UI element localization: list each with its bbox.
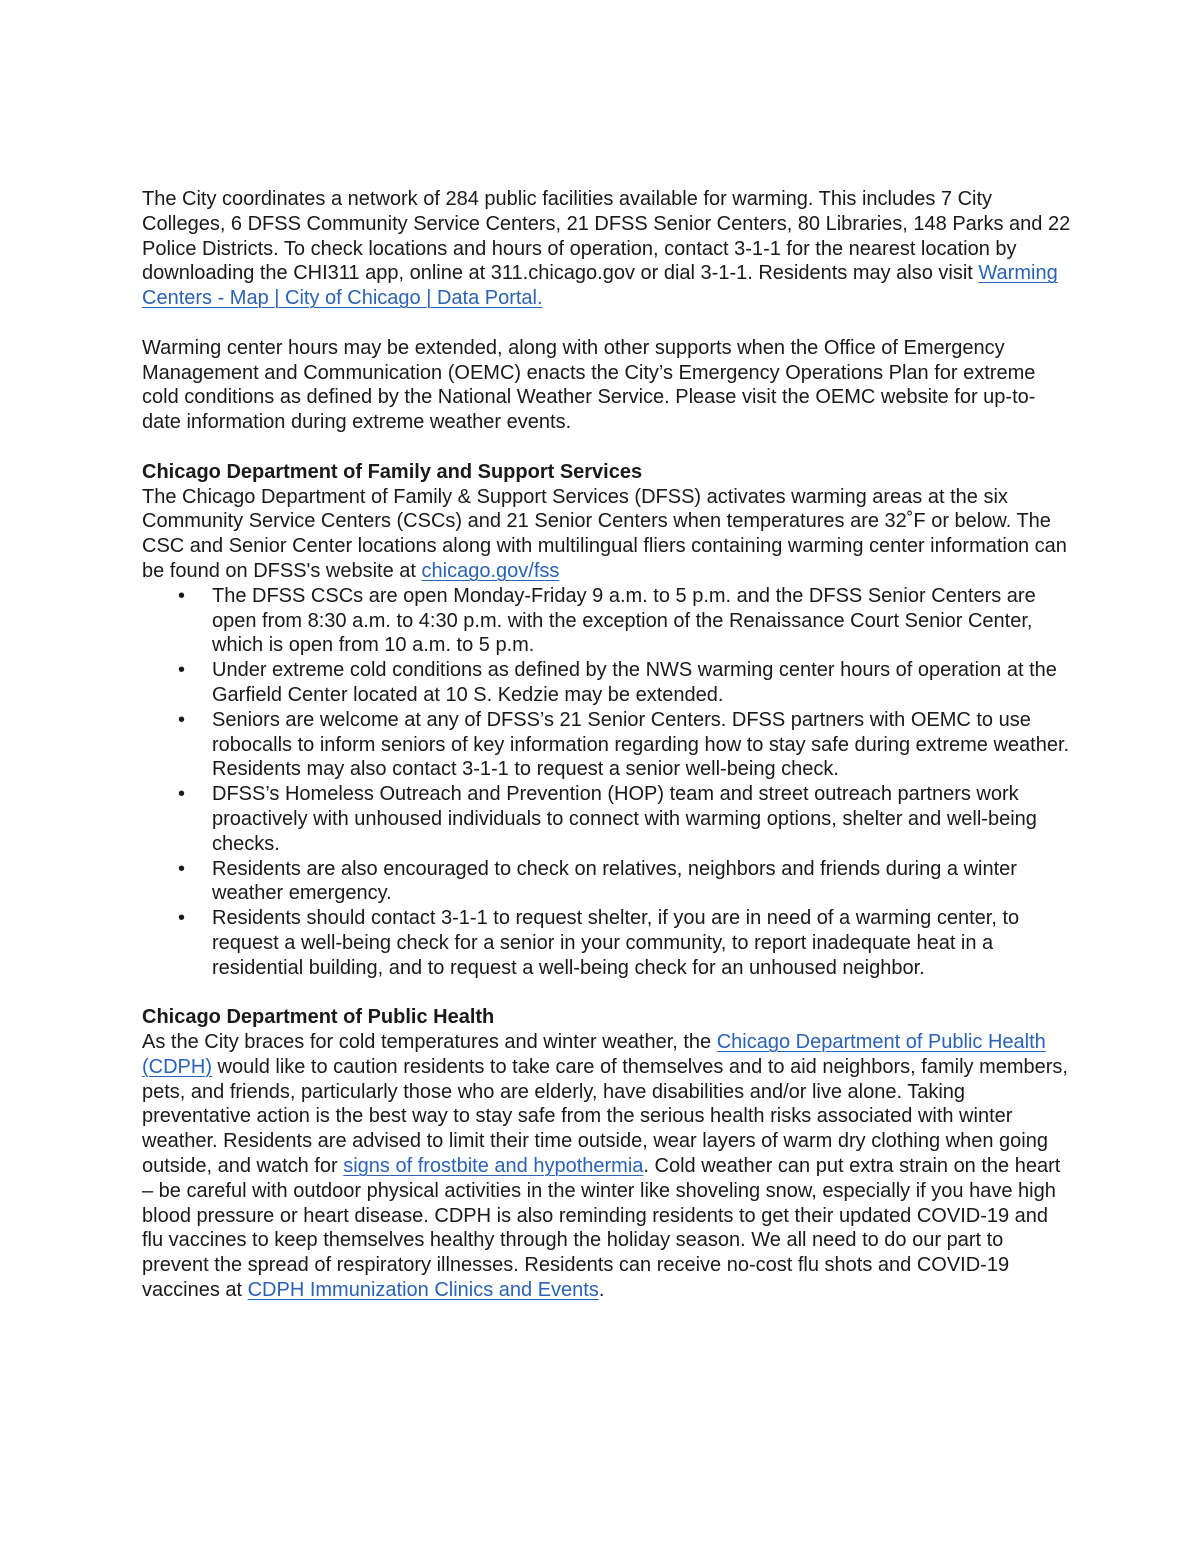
document-page <box>142 187 1072 1303</box>
dfss-bullet-list <box>142 584 1072 981</box>
warming-network-paragraph <box>142 187 1072 311</box>
bullet-icon: • <box>178 857 186 880</box>
dfss-intro-text: The Chicago Department of Family & Support Services (DFSS) activates warming areas at the six Community Service Centers (CSCs) and 21 Senior Centers when temperatures are 32˚F or below. The CSC and Senior Center locations along with multilingual fliers containing warming center information can be found on DFSS's website at <box>142 485 1067 582</box>
oemc-paragraph: Warming center hours may be extended, along with other supports when the Office of Emergency Management and Communication (OEMC) enacts the City’s Emergency Operations Plan for extreme cold conditions as defined by the National Weather Service. Please visit the OEMC website for up-to-date information during extreme weather events. <box>142 336 1036 434</box>
bullet-icon: • <box>178 907 186 930</box>
warming-network-text: The City coordinates a network of 284 public facilities available for warming. This includes 7 City Colleges, 6 DFSS Community Service Centers, 21 DFSS Senior Centers, 80 Libraries, 148 Parks and 22 Police Districts. To check locations and hours of operation, contact 3-1-1 for the nearest location by downloading the CHI311 app, online at 311.chicago.gov or dial 3-1-1. Residents may also visit <box>142 188 1071 285</box>
bullet-icon: • <box>178 659 186 682</box>
list-item <box>142 584 1072 658</box>
cdph-text-3: . Cold weather can put extra strain on the heart – be careful with outdoor physical activities in the winter like shoveling snow, especially if you have high blood pressure or heart disease. CDPH is also reminding residents to get their updated COVID-19 and flu vaccines to keep themselves healthy through the holiday season. We all need to do our part to prevent the spread of respiratory illnesses. Residents can receive no-cost flu shots and COVID-19 vaccines at <box>142 1155 1061 1302</box>
list-item <box>142 906 1072 980</box>
warming-centers-map-link[interactable]: Warming Centers - Map | City of Chicago | Data Portal. <box>142 262 1058 310</box>
cdph-paragraph <box>142 1030 1072 1303</box>
frostbite-hypothermia-link[interactable]: signs of frostbite and hypothermia <box>343 1155 644 1178</box>
immunization-clinics-link[interactable]: CDPH Immunization Clinics and Events <box>247 1279 599 1302</box>
list-item-text: Residents are also encouraged to check on relatives, neighbors and friends during a winter weather emergency. <box>212 857 1017 905</box>
bullet-icon: • <box>178 708 186 731</box>
list-item-text: Seniors are welcome at any of DFSS’s 21 Senior Centers. DFSS partners with OEMC to use robocalls to inform seniors of key information regarding how to stay safe during extreme weather. Residents may also contact 3-1-1 to request a senior well-being check. <box>212 708 1070 781</box>
list-item <box>142 658 1072 708</box>
cdph-heading: Chicago Department of Public Health <box>142 1006 495 1029</box>
list-item-text: DFSS’s Homeless Outreach and Prevention (HOP) team and street outreach partners work proactively with unhoused individuals to connect with warming options, shelter and well-being checks. <box>212 783 1037 855</box>
dfss-heading: Chicago Department of Family and Support Services <box>142 460 643 483</box>
list-item-text: Under extreme cold conditions as defined by the NWS warming center hours of operation at the Garfield Center located at 10 S. Kedzie may be extended. <box>212 659 1057 706</box>
list-item <box>142 857 1072 907</box>
dfss-website-link[interactable]: chicago.gov/fss <box>421 559 560 582</box>
cdph-text-4: . <box>598 1279 605 1302</box>
list-item <box>142 782 1072 856</box>
dfss-intro-paragraph <box>142 485 1072 584</box>
bullet-icon: • <box>178 783 186 806</box>
list-item-text: The DFSS CSCs are open Monday-Friday 9 a.m. to 5 p.m. and the DFSS Senior Centers are open from 8:30 a.m. to 4:30 p.m. with the exception of the Renaissance Court Senior Center, which is open from 10 a.m. to 5 p.m. <box>212 584 1036 657</box>
list-item <box>142 708 1072 782</box>
cdph-text-1: As the City braces for cold temperatures and winter weather, the <box>142 1031 717 1054</box>
list-item-text: Residents should contact 3-1-1 to request shelter, if you are in need of a warming center, to request a well-being check for a senior in your community, to report inadequate heat in a residential building, and to request a well-being check for an unhoused neighbor. <box>212 907 1020 979</box>
cdph-link[interactable]: Chicago Department of Public Health (CDPH) <box>142 1031 1046 1078</box>
cdph-text-2: would like to caution residents to take care of themselves and to aid neighbors, family members, pets, and friends, particularly those who are elderly, have disabilities and/or live alone. Taking preventative action is the best way to stay safe from the serious health risks associated with winter weather. Residents are advised to limit their time outside, wear layers of warm dry clothing when going outside, and watch for <box>142 1055 1068 1178</box>
bullet-icon: • <box>178 584 186 607</box>
